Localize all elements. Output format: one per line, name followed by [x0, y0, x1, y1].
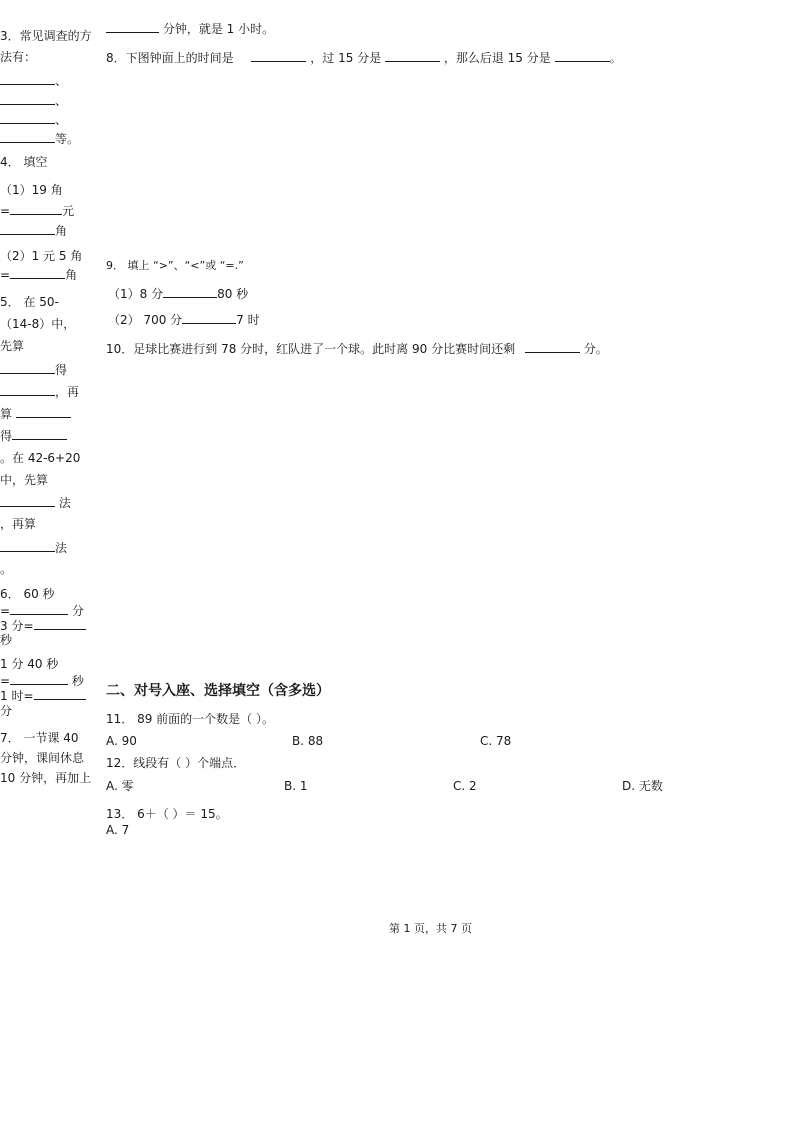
q3-blank-row2: [0, 94, 67, 107]
q4-part1-yuan: [0, 204, 74, 217]
separator: 、: [55, 113, 68, 127]
text: 算: [0, 407, 13, 421]
q13-stem: 13． 6＋（ ）＝ 15。: [106, 807, 228, 821]
q8-text: 。: [609, 51, 622, 65]
equals: =: [0, 674, 11, 688]
q12-option-d[interactable]: D. 无数: [622, 779, 663, 793]
answer-blank[interactable]: [525, 342, 580, 353]
answer-blank[interactable]: [0, 74, 55, 85]
answer-blank[interactable]: [0, 224, 55, 235]
answer-blank[interactable]: [10, 604, 68, 615]
q10-text: 分。: [583, 342, 608, 356]
q5-line8: 。在 42-6+20: [0, 451, 81, 465]
unit: 角: [55, 224, 68, 238]
q6-line3: [0, 619, 86, 632]
text: 分钟，就是 1 小时。: [162, 22, 275, 36]
text: 法: [58, 496, 71, 510]
text: 得: [55, 363, 68, 377]
q12-option-b[interactable]: B. 1: [284, 779, 308, 793]
q6-line6: [0, 674, 84, 687]
q8: [106, 51, 622, 64]
q8-text: ，那么后退 15 分是: [443, 51, 551, 65]
answer-blank[interactable]: [555, 51, 610, 62]
text: 1 时=: [0, 689, 34, 703]
q5-line4: [0, 363, 67, 376]
answer-blank[interactable]: [0, 385, 55, 396]
answer-blank[interactable]: [10, 268, 65, 279]
q13-option-a[interactable]: A. 7: [106, 823, 130, 837]
q6-line7: [0, 689, 86, 702]
q11-option-b[interactable]: B. 88: [292, 734, 324, 748]
answer-blank[interactable]: [251, 51, 306, 62]
q3-text2: 法有：: [0, 50, 37, 64]
q6-line5: 1 分 40 秒: [0, 657, 59, 671]
q5-line6: [0, 407, 71, 420]
q4-part1: （1）19 角: [0, 183, 63, 197]
q3-blank-row3: [0, 113, 67, 126]
answer-blank[interactable]: [0, 541, 55, 552]
q9-part2: [108, 313, 260, 326]
q6-line8: 分: [0, 704, 13, 718]
answer-blank[interactable]: [34, 619, 86, 630]
q5-line2: （14-8）中，: [0, 317, 76, 331]
answer-blank[interactable]: [385, 51, 440, 62]
q12-option-a[interactable]: A. 零: [106, 779, 134, 793]
q5-line11: ，再算: [0, 517, 37, 531]
q8-text: ，过 15 分是: [310, 51, 382, 65]
answer-blank[interactable]: [0, 113, 55, 124]
page-footer: 第 1 页，共 7 页: [389, 922, 472, 935]
q7-line3: 10 分钟，再加上: [0, 771, 92, 785]
text: 3 分=: [0, 619, 34, 633]
q11-stem: 11． 89 前面的一个数是（ ）。: [106, 712, 274, 726]
q6-line2: [0, 604, 84, 617]
text: 7 时: [236, 313, 260, 327]
q10-text: 10．足球比赛进行到 78 分时，红队进了一个球。此时离 90 分比赛时间还剩: [106, 342, 516, 356]
answer-blank[interactable]: [12, 429, 67, 440]
carryover-line: [106, 22, 274, 35]
text: （1）8 分: [108, 287, 164, 301]
equals: =: [0, 268, 11, 282]
q7-line2: 分钟，课间休息: [0, 751, 85, 765]
q5-line3: 先算: [0, 339, 25, 353]
q12-stem: 12．线段有（ ）个端点．: [106, 756, 246, 770]
q5-line7: [0, 429, 67, 442]
q12-option-c[interactable]: C. 2: [453, 779, 477, 793]
unit: 分: [71, 604, 84, 618]
q3-blank-row4: [0, 132, 79, 145]
q4-title: 4． 填空: [0, 155, 48, 169]
q3-number: 3．: [0, 29, 20, 43]
answer-blank[interactable]: [182, 313, 236, 324]
q5-line5: [0, 385, 79, 398]
q9-part1: [108, 287, 248, 300]
q11-option-c[interactable]: C. 78: [480, 734, 512, 748]
equals: =: [0, 604, 11, 618]
answer-blank[interactable]: [0, 94, 55, 105]
answer-blank[interactable]: [34, 689, 86, 700]
unit: 秒: [71, 674, 84, 688]
answer-blank[interactable]: [0, 363, 55, 374]
answer-blank[interactable]: [0, 132, 55, 143]
answer-blank[interactable]: [10, 204, 62, 215]
q10: [106, 342, 608, 355]
answer-blank[interactable]: [106, 22, 159, 33]
q8-text: 8．下图钟面上的时间是: [106, 51, 234, 65]
q5-line10: [0, 496, 71, 509]
text: 等。: [55, 132, 80, 146]
separator: 、: [55, 74, 68, 88]
q4-part2-answer: [0, 268, 77, 281]
q6-line1: 6． 60 秒: [0, 587, 55, 601]
section-title: 二、对号入座、选择填空（含多选）: [106, 683, 330, 699]
q5-line12: [0, 541, 67, 554]
q4-part1-jiao: [0, 224, 67, 237]
q5-line13: 。: [0, 562, 13, 576]
answer-blank[interactable]: [10, 674, 68, 685]
text: 法: [55, 541, 68, 555]
q5-line9: 中，先算: [0, 473, 49, 487]
text: （2） 700 分: [108, 313, 183, 327]
answer-blank[interactable]: [163, 287, 217, 298]
q7-line1: 7． 一节课 40: [0, 731, 79, 745]
text: 得: [0, 429, 13, 443]
answer-blank[interactable]: [0, 496, 55, 507]
separator: 、: [55, 94, 68, 108]
q5-line1: 5． 在 50-: [0, 295, 59, 309]
equals: =: [0, 204, 11, 218]
q11-option-a[interactable]: A. 90: [106, 734, 137, 748]
answer-blank[interactable]: [16, 407, 71, 418]
q4-part2: （2）1 元 5 角: [0, 249, 83, 263]
q3-blank-row1: [0, 74, 67, 87]
text: ，再: [55, 385, 80, 399]
q6-line4: 秒: [0, 633, 13, 647]
q3-text: 常见调查的方: [19, 29, 92, 43]
unit: 元: [62, 204, 75, 218]
q3-line1: [0, 30, 92, 42]
text: 80 秒: [217, 287, 249, 301]
unit: 角: [65, 268, 78, 282]
q9-title: 9． 填上 “>”、“<”或 “=.”: [106, 259, 244, 272]
